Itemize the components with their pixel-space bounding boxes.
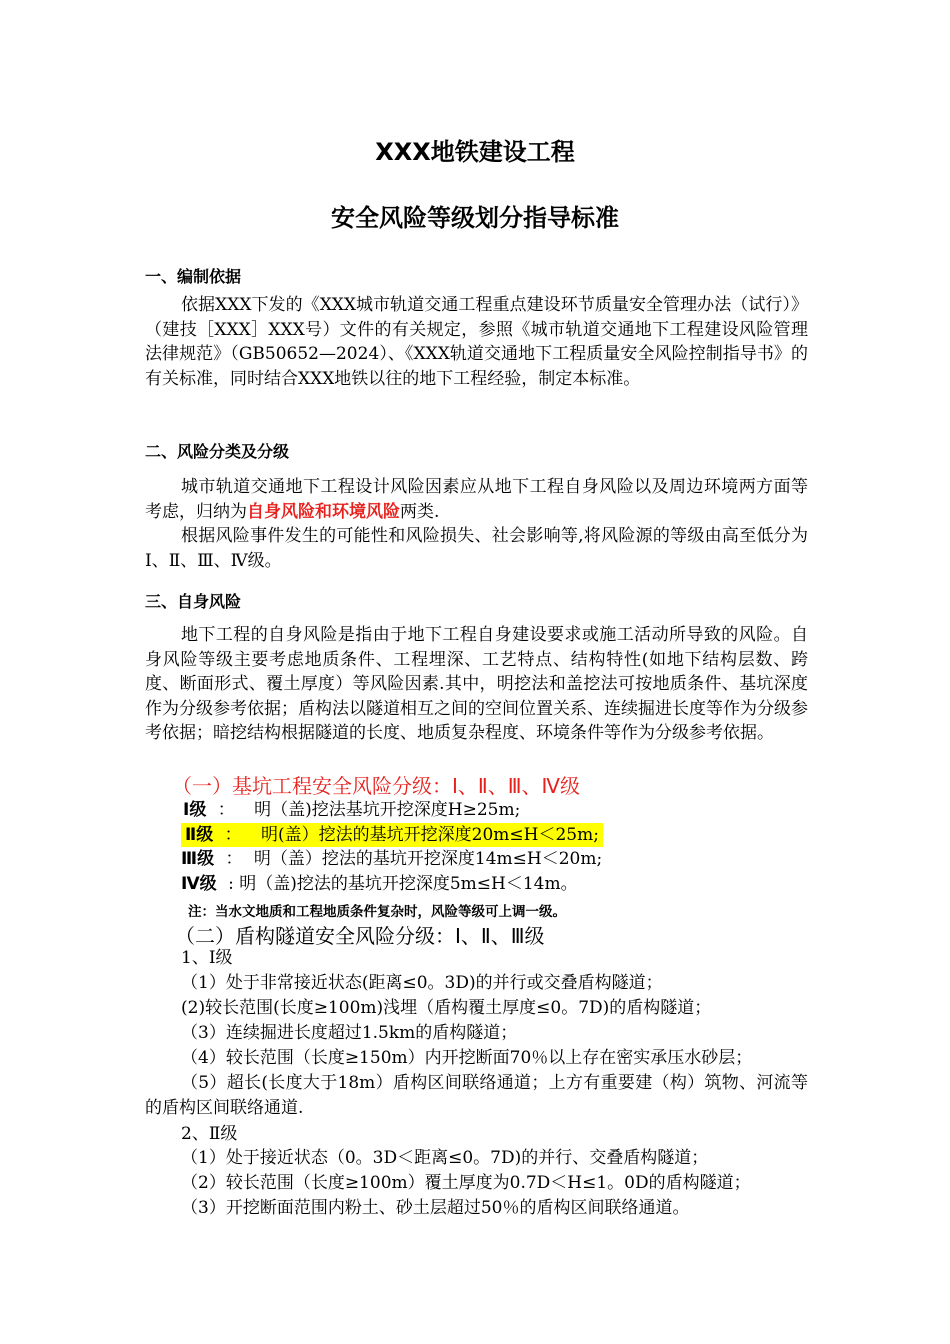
group-title-text: 2、Ⅱ级 <box>181 1124 238 1144</box>
list-item: （3）开挖断面范围内粉土、砂土层超过50％的盾构区间联络通道。 <box>181 1198 690 1218</box>
section-1-paragraph: 依据XXX下发的《XXX城市轨道交通工程重点建设环节质量安全管理办法（试行）》（建技［XXX］XXX号）文件的有关规定，参照《城市轨道交通地下工程建设风险管理法律规范》（GB50652—2024）、《XXX轨道交通地下工程质量安全风险控制指导书》的有关标准，同时结合XXX地铁以往的地下工程经验，制定本标准。 <box>145 295 808 389</box>
group-1-title <box>181 946 233 970</box>
level-separator: ： <box>224 825 242 845</box>
level-row-highlighted <box>181 823 603 847</box>
subsection-shield-title: （二）盾构隧道安全风险分级：Ⅰ、Ⅱ、Ⅲ级 <box>175 924 545 948</box>
section-2-heading: 二、风险分类及分级 <box>145 442 290 461</box>
highlighted-risk-types: 自身风险和环境风险 <box>247 501 400 522</box>
para-text: 城市轨道交通地下工程设计风险因素应从地下工程自身风险以及周边环境两方面等考虑，归纳为 <box>145 477 808 522</box>
level-label: Ⅱ级 <box>185 825 214 845</box>
level-label: Ⅰ级 <box>183 800 207 820</box>
level-row <box>183 798 520 822</box>
para-text: 两类. <box>400 501 440 522</box>
list-item: （1）处于接近状态（0。3D＜距离≤0。7D)的并行、交叠盾构隧道； <box>181 1148 709 1168</box>
level-row <box>181 847 602 871</box>
level-row <box>181 872 578 896</box>
level-separator: ： <box>225 849 243 869</box>
list-item: (2)较长范围(长度≥100m)浅埋（盾构覆土厚度≤0。7D)的盾构隧道； <box>181 998 712 1018</box>
document-title: XXX地铁建设工程 <box>375 138 575 166</box>
list-item: （3）连续掘进长度超过1.5km的盾构隧道； <box>181 1023 518 1043</box>
note: 注：当水文地质和工程地质条件复杂时，风险等级可上调一级。 <box>188 904 566 920</box>
section-2-paragraph-1 <box>145 475 808 524</box>
group-2-title <box>181 1122 237 1146</box>
section-2-paragraph-2: 根据风险事件发生的可能性和风险损失、社会影响等,将风险源的等级由高至低分为Ⅰ、Ⅱ、Ⅲ、Ⅳ级。 <box>145 526 808 571</box>
list-item: （1）处于非常接近状态(距离≤0。3D)的并行或交叠盾构隧道； <box>181 973 663 993</box>
level-text: 明(盖）挖法的基坑开挖深度20m≤H＜25m; <box>261 825 599 845</box>
section-3-paragraph: 地下工程的自身风险是指由于地下工程自身建设要求或施工活动所导致的风险。自身风险等级主要考虑地质条件、工程埋深、工艺特点、结构特性(如地下结构层数、跨度、断面形式、覆土厚度）等风险因素.其中，明挖法和盖挖法可按地质条件、基坑深度作为分级参考依据；盾构法以隧道相互之间的空间位置关系、连续掘进长度等作为分级参考依据；暗挖结构根据隧道的长度、地质复杂程度、环境条件等作为分级参考依据。 <box>145 625 808 743</box>
level-separator: ： <box>217 800 235 820</box>
subsection-pit-title: （一）基坑工程安全风险分级：Ⅰ、Ⅱ、Ⅲ、Ⅳ级 <box>172 774 580 798</box>
level-text: 明（盖)挖法的基坑开挖深度5m≤H＜14m。 <box>239 874 578 894</box>
document-subtitle: 安全风险等级划分指导标准 <box>331 204 619 232</box>
level-label: Ⅳ级 <box>181 874 217 894</box>
list-item: （4）较长范围（长度≥150m）内开挖断面70％以上存在密实承压水砂层； <box>181 1048 753 1068</box>
level-separator: : <box>228 874 234 894</box>
group-title-text: 1、Ⅰ级 <box>181 948 233 968</box>
level-text: 明（盖）挖法的基坑开挖深度14m≤H＜20m; <box>253 849 603 869</box>
section-3-heading: 三、自身风险 <box>145 592 242 611</box>
level-text: 明（盖)挖法基坑开挖深度H≥25m; <box>254 800 521 820</box>
list-item: （2）较长范围（长度≥100m）覆土厚度为0.7D＜H≤1。0D的盾构隧道； <box>181 1173 751 1193</box>
list-item: （5）超长(长度大于18m）盾构区间联络通道；上方有重要建（构）筑物、河流等的盾构区间联络通道. <box>145 1073 808 1118</box>
section-1-heading: 一、编制依据 <box>145 267 242 286</box>
level-label: Ⅲ级 <box>181 849 215 869</box>
